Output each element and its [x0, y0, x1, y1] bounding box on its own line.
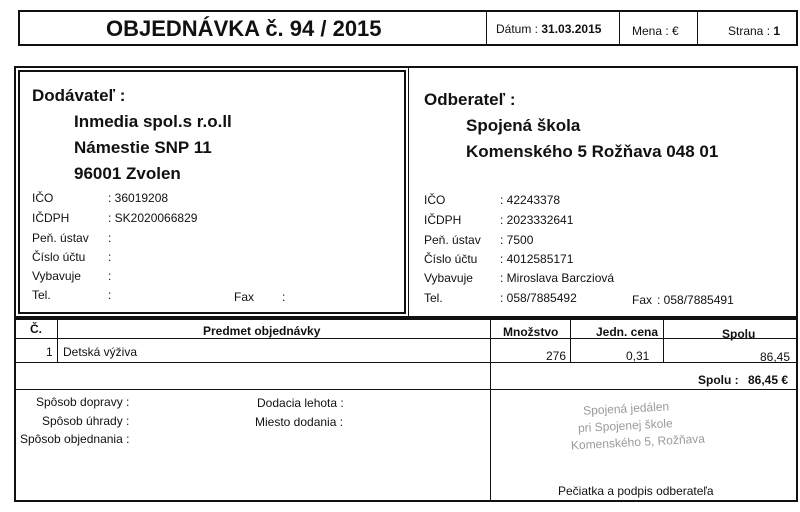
col-header-subject: Predmet objednávky	[203, 324, 321, 338]
table-row-rule	[14, 362, 798, 363]
supplier-street: Námestie SNP 11	[74, 138, 212, 157]
supplier-ico-label: IČO	[32, 191, 54, 205]
table-header-rule	[14, 338, 798, 339]
row-qty: 276	[546, 349, 567, 363]
table-col-divider	[57, 318, 58, 362]
stamp	[569, 397, 706, 455]
page-value: 1	[773, 24, 781, 38]
customer-bank-value: : 7500	[500, 233, 534, 247]
header-divider	[619, 10, 620, 46]
signature-label: Pečiatka a podpis odberateľa	[558, 484, 714, 498]
customer-fax-value: : 058/7885491	[657, 293, 734, 307]
stamp-line: pri Spojenej škole	[577, 416, 674, 436]
supplier-name: Inmedia spol.s r.o.ll	[74, 112, 232, 131]
supplier-tel-value: :	[108, 288, 112, 302]
parties-divider	[408, 66, 409, 318]
row-no: 1	[46, 345, 53, 359]
supplier-account-value: :	[108, 250, 112, 264]
supplier-handler-label: Vybavuje	[32, 269, 81, 283]
supplier-icdph-label: IČDPH	[32, 211, 70, 225]
customer-handler-label: Vybavuje	[424, 271, 473, 285]
customer-heading: Odberateľ :	[424, 90, 516, 109]
payment-label: Spôsob úhrady :	[42, 414, 130, 428]
customer-icdph-value: : 2023332641	[500, 213, 574, 227]
supplier-heading: Dodávateľ :	[32, 86, 126, 105]
header-divider	[697, 10, 698, 46]
supplier-ico-value: : 36019208	[108, 191, 169, 205]
customer-account-label: Číslo účtu	[424, 252, 478, 266]
table-col-divider	[570, 318, 571, 362]
customer-tel-label: Tel.	[424, 291, 443, 305]
date-label: Dátum :	[496, 22, 539, 36]
col-header-qty: Množstvo	[503, 325, 559, 339]
currency-field	[632, 24, 679, 38]
page-field	[728, 24, 780, 38]
col-header-no: Č.	[30, 322, 42, 336]
supplier-bank-label: Peň. ústav	[32, 231, 89, 245]
header-divider	[486, 10, 487, 46]
sum-label: Spolu :	[698, 373, 739, 387]
supplier-city: 96001 Zvolen	[74, 164, 181, 183]
supplier-bank-value: :	[108, 231, 112, 245]
transport-label: Spôsob dopravy :	[36, 395, 130, 409]
stamp-line: Komenského 5, Rožňava	[570, 431, 706, 453]
customer-ico-label: IČO	[424, 193, 446, 207]
supplier-account-label: Číslo účtu	[32, 250, 86, 264]
footer-rule	[14, 389, 798, 390]
delivery-place-label: Miesto dodania :	[255, 415, 344, 429]
page-label: Strana :	[728, 24, 771, 38]
row-unit-price: 0,31	[626, 349, 650, 363]
customer-address: Komenského 5 Rožňava 048 01	[466, 142, 719, 161]
customer-bank-label: Peň. ústav	[424, 233, 481, 247]
supplier-handler-value: :	[108, 269, 112, 283]
customer-name: Spojená škola	[466, 116, 581, 135]
order-title: OBJEDNÁVKA č. 94 / 2015	[106, 16, 382, 41]
currency-label: Mena :	[632, 24, 669, 38]
table-col-divider	[490, 318, 491, 502]
ordering-label: Spôsob objednania :	[20, 432, 130, 446]
customer-ico-value: : 42243378	[500, 193, 561, 207]
customer-tel-value: : 058/7885492	[500, 291, 577, 305]
date-value: 31.03.2015	[541, 22, 602, 36]
customer-account-value: : 4012585171	[500, 252, 574, 266]
col-header-unit-price: Jedn. cena	[596, 325, 659, 339]
supplier-tel-label: Tel.	[32, 288, 51, 302]
customer-fax-label: Fax	[632, 293, 653, 307]
customer-handler-value: : Miroslava Barcziová	[500, 271, 615, 285]
col-header-total: Spolu	[722, 327, 756, 341]
stamp-line: Spojená jedálen	[582, 399, 670, 418]
sum-value: 86,45 €	[748, 373, 789, 387]
delivery-term-label: Dodacia lehota :	[257, 396, 344, 410]
supplier-icdph-value: : SK2020066829	[108, 211, 198, 225]
row-subject: Detská výživa	[63, 345, 138, 359]
date-field	[496, 22, 601, 36]
customer-icdph-label: IČDPH	[424, 213, 462, 227]
supplier-fax-value: :	[282, 290, 286, 304]
currency-value: €	[672, 24, 679, 38]
table-col-divider	[663, 318, 664, 362]
supplier-fax-label: Fax	[234, 290, 255, 304]
row-total: 86,45	[760, 350, 791, 364]
